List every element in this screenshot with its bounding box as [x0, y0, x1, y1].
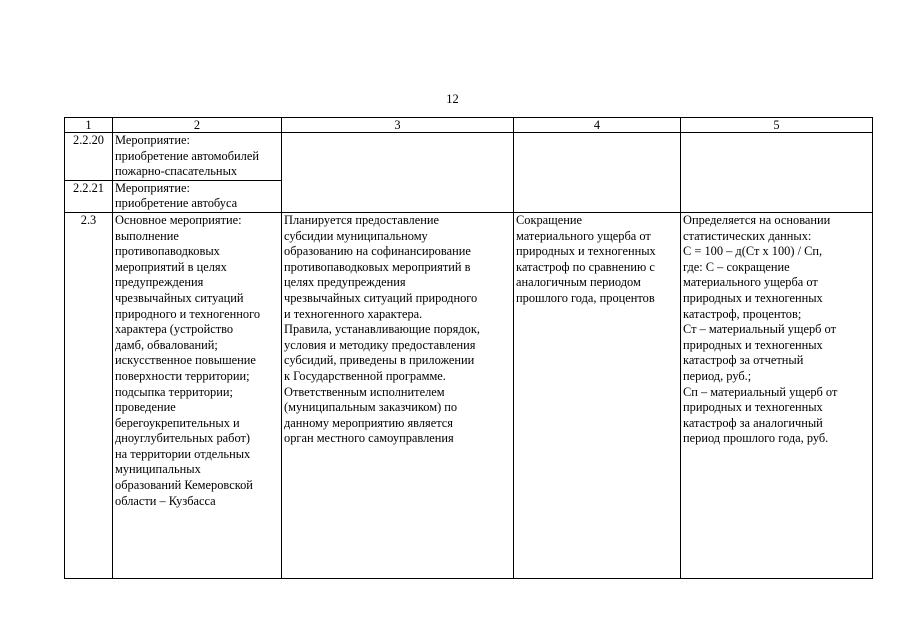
column-header: 1: [65, 118, 113, 133]
row-number: 2.2.20: [65, 133, 113, 181]
column-header: 5: [681, 118, 873, 133]
program-measures-table: [64, 117, 873, 579]
measure-name: Мероприятие: приобретение автомобилей пожарно-спасательных: [113, 133, 282, 181]
empty-cell: [681, 133, 873, 213]
measure-description: Планируется предоставление субсидии муниципальному образованию на софинансирование противопаводковых мероприятий в целях предупреждения чрезвычайных ситуаций природного и техногенного характера. Правила, устанавливающие порядок, условия и методику предоставления субсидий, приведены в приложении к Государственной программе. Ответственным исполнителем (муниципальным заказчиком) по данному мероприятию является орган местного самоуправления: [282, 212, 514, 578]
table-header-row: [65, 118, 873, 133]
empty-cell: [282, 133, 514, 213]
measure-name: Мероприятие: приобретение автобуса: [113, 180, 282, 212]
measure-name: Основное мероприятие: выполнение противопаводковых мероприятий в целях предупреждения чрезвычайных ситуаций природного и техногенного характера (устройство дамб, обвалований; искусственное повышение поверхности территории; подсыпка территории; проведение берегоукрепительных и дноуглубительных работ) на территории отдельных муниципальных образований Кемеровской области – Кузбасса: [113, 212, 282, 578]
table-row: [65, 133, 873, 181]
row-number: 2.3: [65, 212, 113, 578]
indicator-name: Сокращение материального ущерба от природных и техногенных катастроф по сравнению с аналогичным периодом прошлого года, процентов: [514, 212, 681, 578]
page-number: 12: [446, 92, 459, 106]
column-header: 3: [282, 118, 514, 133]
column-header: 2: [113, 118, 282, 133]
empty-cell: [514, 133, 681, 213]
table-row: [65, 212, 873, 578]
calculation-method: Определяется на основании статистических данных: С = 100 – д(Ст х 100) / Сп, где: С – сокращение материального ущерба от природных и техногенных катастроф, процентов; Ст – материальный ущерб от природных и техногенных катастроф за отчетный период, руб.; Сп – материальный ущерб от природных и техногенных катастроф за аналогичный период прошлого года, руб.: [681, 212, 873, 578]
column-header: 4: [514, 118, 681, 133]
row-number: 2.2.21: [65, 180, 113, 212]
